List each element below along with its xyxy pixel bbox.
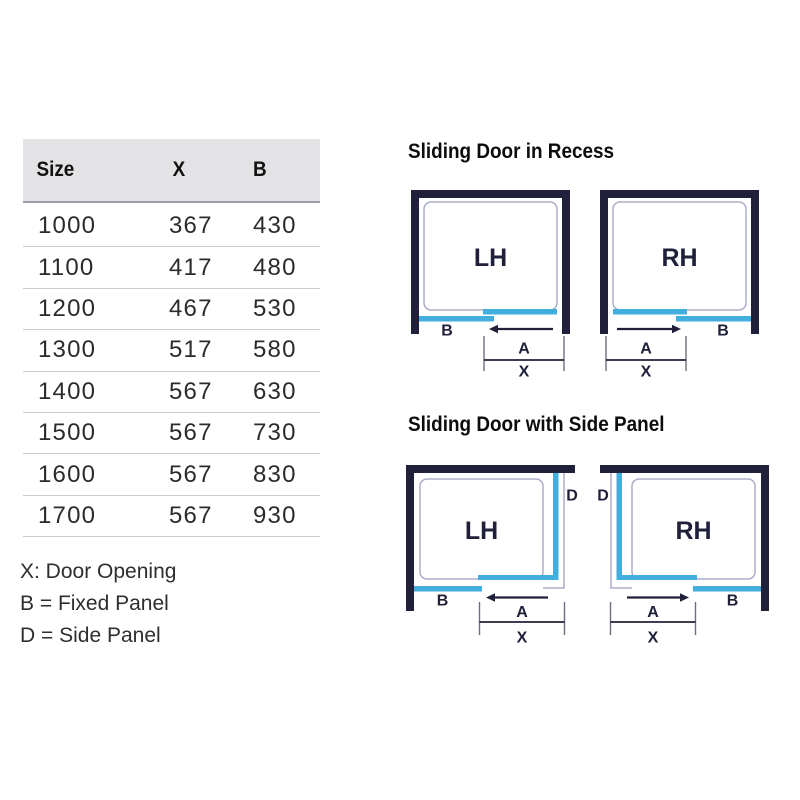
x-value: 567 bbox=[169, 377, 213, 405]
table-body bbox=[23, 206, 320, 537]
b-value: 580 bbox=[253, 336, 297, 364]
size-value: 1100 bbox=[38, 253, 95, 281]
diagram-side-panel-rh bbox=[594, 465, 769, 655]
fixed-panel-label: B bbox=[717, 322, 729, 340]
diagram-side-panel-lh bbox=[406, 465, 581, 655]
x-value: 517 bbox=[169, 336, 213, 364]
col-header-b: B bbox=[253, 158, 267, 181]
door-configuration-label: LH bbox=[464, 517, 499, 545]
dim-a-label: A bbox=[516, 604, 528, 621]
table-row bbox=[23, 247, 320, 288]
dim-x-label: X bbox=[647, 629, 659, 647]
slide-direction-arrow bbox=[672, 325, 681, 334]
size-value: 1300 bbox=[38, 336, 97, 364]
table-row bbox=[23, 206, 320, 247]
diagram-recess-rh bbox=[600, 190, 759, 382]
fixed-panel-label: B bbox=[726, 592, 739, 610]
table-row bbox=[23, 289, 320, 330]
b-value: 530 bbox=[253, 294, 297, 322]
size-value: 1000 bbox=[38, 212, 97, 240]
table-row bbox=[23, 454, 320, 495]
diagram-recess-lh bbox=[411, 190, 570, 382]
dim-a-label: A bbox=[647, 604, 659, 621]
x-value: 567 bbox=[169, 460, 213, 488]
b-value: 830 bbox=[253, 460, 297, 488]
b-value: 730 bbox=[253, 419, 297, 447]
size-value: 1400 bbox=[38, 377, 97, 405]
table-row bbox=[23, 372, 320, 413]
side-panel-label: D bbox=[597, 487, 609, 505]
fixed-panel-label: B bbox=[436, 592, 449, 610]
dim-a-label: A bbox=[640, 340, 652, 358]
b-value: 480 bbox=[253, 253, 297, 281]
table-row bbox=[23, 330, 320, 371]
b-value: 430 bbox=[253, 212, 297, 240]
table-row bbox=[23, 413, 320, 454]
section-title-side-panel: Sliding Door with Side Panel bbox=[408, 412, 665, 436]
b-value: 930 bbox=[253, 501, 297, 529]
b-value: 630 bbox=[253, 377, 297, 405]
dim-a-label: A bbox=[518, 340, 530, 358]
dim-x-label: X bbox=[640, 363, 652, 381]
size-value: 1600 bbox=[38, 460, 97, 488]
dim-x-label: X bbox=[518, 363, 530, 381]
door-configuration-label: RH bbox=[675, 517, 712, 545]
col-header-x: X bbox=[172, 158, 186, 181]
fixed-panel-label: B bbox=[441, 322, 453, 340]
slide-direction-arrow bbox=[489, 325, 498, 334]
table-row bbox=[23, 496, 320, 537]
size-value: 1500 bbox=[38, 419, 97, 447]
dim-x-label: X bbox=[516, 629, 528, 647]
x-value: 367 bbox=[169, 212, 213, 240]
door-configuration-label: LH bbox=[473, 244, 508, 272]
size-value: 1200 bbox=[38, 294, 97, 322]
side-panel-label: D bbox=[566, 487, 578, 505]
x-value: 567 bbox=[169, 419, 213, 447]
x-value: 467 bbox=[169, 294, 213, 322]
table-header-row bbox=[23, 139, 320, 203]
size-spec-table bbox=[23, 139, 320, 537]
legend-line: B = Fixed Panel bbox=[20, 592, 169, 615]
legend bbox=[20, 556, 176, 652]
legend-line: X: Door Opening bbox=[20, 560, 177, 583]
door-configuration-label: RH bbox=[661, 244, 698, 272]
x-value: 417 bbox=[169, 253, 213, 281]
slide-direction-arrow bbox=[680, 593, 689, 602]
x-value: 567 bbox=[169, 501, 213, 529]
col-header-size: Size bbox=[36, 158, 75, 181]
section-title-recess: Sliding Door in Recess bbox=[408, 139, 615, 163]
slide-direction-arrow bbox=[486, 593, 495, 602]
size-value: 1700 bbox=[38, 501, 97, 529]
legend-line: D = Side Panel bbox=[20, 624, 161, 647]
